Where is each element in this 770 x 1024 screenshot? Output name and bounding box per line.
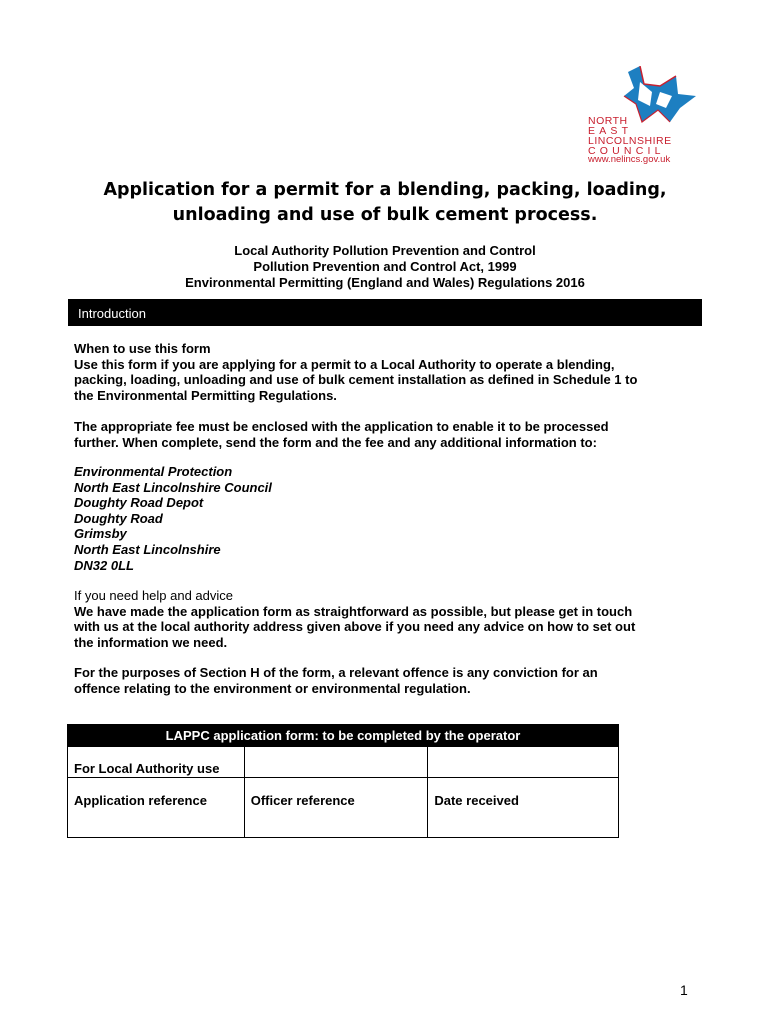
page-number: 1: [680, 982, 688, 998]
logo-url: www.nelincs.gov.uk: [588, 154, 671, 165]
address-line-2: North East Lincolnshire Council: [74, 479, 272, 495]
officer-reference-field[interactable]: Officer reference: [244, 778, 428, 838]
table-header: LAPPC application form: to be completed by the operator: [68, 725, 619, 747]
address-line-3: Doughty Road Depot: [74, 495, 204, 511]
subtitle-line-2: Pollution Prevention and Control Act, 1999: [253, 259, 517, 274]
application-reference-field[interactable]: Application reference: [68, 778, 245, 838]
subtitle-line-1: Local Authority Pollution Prevention and Control: [234, 243, 536, 258]
address-line-1: Environmental Protection: [74, 464, 233, 479]
fee-line-2: further. When complete, send the form and the fee and any additional information to:: [74, 434, 597, 450]
date-blank-cell[interactable]: [428, 747, 619, 778]
title-line-1: Application for a permit for a blending, packing, loading,: [103, 180, 667, 200]
help-line-3: the information we need.: [74, 634, 228, 650]
when-to-use-section: [74, 341, 714, 403]
council-emblem-icon: [620, 66, 704, 128]
document-title: [60, 178, 710, 228]
offence-line-1: For the purposes of Section H of the form, a relevant offence is any conviction for an: [74, 665, 598, 680]
offence-line-2: offence relating to the environment or environmental regulation.: [74, 680, 471, 696]
local-authority-use-table: [67, 724, 619, 838]
offence-paragraph: [74, 665, 714, 696]
help-line-2: with us at the local authority address given above if you need any advice on how to set out: [74, 619, 636, 635]
help-section: [74, 588, 714, 650]
fee-line-1: The appropriate fee must be enclosed with the application to enable it to be processed: [74, 419, 609, 434]
council-logo: [584, 66, 704, 168]
fee-paragraph: [74, 419, 714, 450]
logo-line-2: EAST: [588, 125, 633, 137]
when-heading: When to use this form: [74, 341, 211, 356]
officer-blank-cell[interactable]: [244, 747, 428, 778]
address-line-7: DN32 0LL: [74, 557, 134, 573]
document-subtitle: [60, 243, 710, 291]
help-heading: If you need help and advice: [74, 588, 234, 603]
logo-line-4: COUNCIL: [588, 145, 665, 157]
logo-line-1: NORTH: [588, 115, 628, 127]
la-use-label: For Local Authority use: [68, 747, 245, 778]
when-line-2: packing, loading, unloading and use of bulk cement installation as defined in Schedule 1 to: [74, 372, 638, 388]
title-line-2: unloading and use of bulk cement process.: [172, 205, 598, 225]
help-line-1: We have made the application form as straightforward as possible, but please get in touch: [74, 603, 633, 619]
section-header-introduction: Introduction: [68, 299, 702, 326]
postal-address: [74, 464, 714, 573]
logo-line-3: LINCOLNSHIRE: [588, 135, 672, 147]
subtitle-line-3: Environmental Permitting (England and Wales) Regulations 2016: [185, 275, 585, 290]
when-line-3: the Environmental Permitting Regulations.: [74, 387, 337, 403]
date-received-field[interactable]: Date received: [428, 778, 619, 838]
address-line-5: Grimsby: [74, 526, 127, 542]
when-line-1: Use this form if you are applying for a permit to a Local Authority to operate a blending,: [74, 356, 615, 372]
address-line-4: Doughty Road: [74, 510, 163, 526]
address-line-6: North East Lincolnshire: [74, 541, 221, 557]
